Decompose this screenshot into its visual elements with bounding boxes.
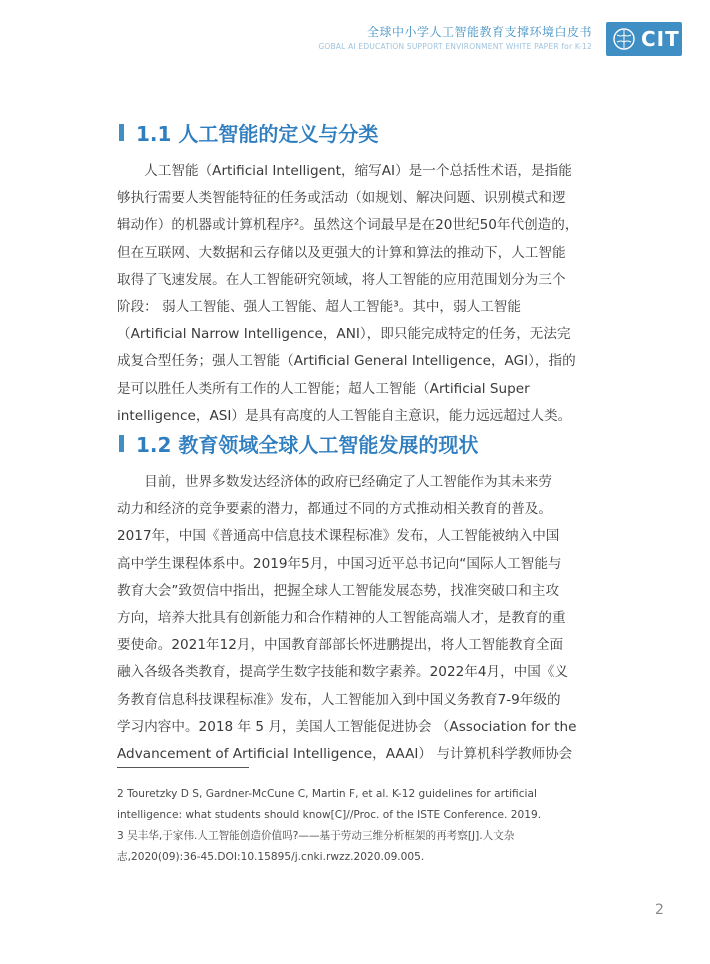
heading-bar	[119, 435, 124, 452]
logo-text: CIT	[641, 27, 680, 51]
paragraph-ai-education-status: 目前，世界多数发达经济体的政府已经确定了人工智能作为其未来劳 动力和经济的竞争要素的潜力，都通过不同的方式推动相关教育的普及。 2017年，中国《普通高中信息技术课程标准》发布，人工智能被纳入中国 高中学生课程体系中。2019年5月，中国习近平总书记向“国际人工智能与 教育大会”致贺信中指出，把握全球人工智能发展态势，找准突破口和主攻 方向，培养大批具有创新能力和合作精神的人工智能高端人才，是教育的重 要使命。2021年12月，中国教育部部长怀进鹏提出，将人工智能教育全面 融入各级各类教育，提高学生数字技能和数字素养。2022年4月，中国《义 务教育信息科技课程标准》发布，人工智能加入到中国义务教育7-9年级的 学习内容中。2018 年 5 月，美国人工智能促进协会 （Association for the Advancement of Artificial Intelligence，AAAI） 与计算机科学教师协会	[117, 474, 577, 763]
paragraph-ai-definition: 人工智能（Artificial Intelligent，缩写AI）是一个总括性术语，是指能 够执行需要人类智能特征的任务或活动（如规划、解决问题、识别模式和逻 辑动作）的机器或计算机程序²。虽然这个词最早是在20世纪50年代创造的， 但在互联网、大数据和云存储以及更强大的计算和算法的推动下，人工智能 取得了飞速发展。在人工智能研究领域，将人工智能的应用范围划分为三个 阶段： 弱人工智能、强人工智能、超人工智能³。其中，弱人工智能 （Artificial Narrow Intelligence，ANI），即只能完成特定的任务，无法完 成复合型任务；强人工智能（Artificial General Intelligence，AGI），指的 是可以胜任人类所有工作的人工智能；超人工智能（Artificial Super intelligence，ASI）是具有高度的人工智能自主意识，能力远远超过人类。	[117, 163, 579, 424]
heading-bar	[119, 124, 124, 141]
heading-text: 1.2 教育领域全球人工智能发展的现状	[136, 433, 479, 457]
heading-text: 1.1 人工智能的定义与分类	[136, 122, 379, 146]
section-heading-1-2	[119, 429, 478, 458]
section-heading-1-1	[119, 118, 378, 147]
footnote-3: 3 吴丰华,于家伟.人工智能创造价值吗?——基于劳动三维分析框架的再考察[J].人文杂 志,2020(09):36-45.DOI:10.15895/j.cnki.rwzz.2020.09.005.	[117, 830, 515, 863]
page-number: 2	[655, 902, 664, 918]
brain-icon	[612, 27, 636, 51]
footnote-2: 2 Touretzky D S, Gardner-McCune C, Martin F, et al. K-12 guidelines for artificial intelligence: what students should know[C]//Proc. of the ISTE Conference. 2019.	[117, 788, 542, 821]
header-subtitle: GOBAL AI EDUCATION SUPPORT ENVIRONMENT WHITE PAPER for K-12	[318, 42, 592, 51]
footnote-divider	[117, 767, 249, 768]
logo	[606, 22, 682, 56]
header-title: 全球中小学人工智能教育支撑环境白皮书	[366, 25, 592, 39]
